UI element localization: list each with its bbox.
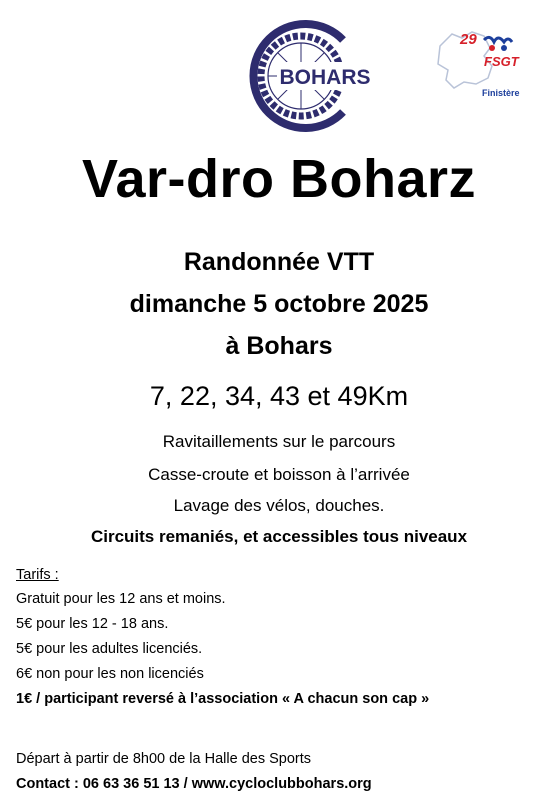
circuits-note: Circuits remaniés, et accessibles tous niveaux xyxy=(90,527,468,546)
tarif-item: Gratuit pour les 12 ans et moins. xyxy=(16,591,226,607)
bohars-club-logo xyxy=(225,18,375,133)
event-type: Randonnée VTT xyxy=(183,248,375,276)
fsgt-region-text: Finistère xyxy=(482,88,520,98)
service-item: Ravitaillements sur le parcours xyxy=(162,432,396,451)
event-title: Var-dro Boharz xyxy=(81,149,477,209)
event-location: à Bohars xyxy=(225,332,333,360)
departure-info: Départ à partir de 8h00 de la Halle des Sports xyxy=(16,751,312,767)
service-item: Casse-croute et boisson à l’arrivée xyxy=(148,465,410,484)
tarif-item: 5€ pour les adultes licenciés. xyxy=(16,641,203,657)
tarifs-heading: Tarifs : xyxy=(16,567,59,583)
distances: 7, 22, 34, 43 et 49Km xyxy=(149,381,409,411)
fsgt-number-text: 29 xyxy=(460,31,477,48)
club-name-text: BOHARS xyxy=(279,66,371,89)
service-item: Lavage des vélos, douches. xyxy=(173,496,385,515)
fsgt-finistere-logo xyxy=(432,26,524,98)
contact-info: Contact : 06 63 36 51 13 / www.cycloclubbohars.org xyxy=(16,776,372,792)
fsgt-letters-text: FSGT xyxy=(484,54,519,69)
donation-note: 1€ / participant reversé à l’association « A chacun son cap » xyxy=(16,691,430,707)
tarif-item: 5€ pour les 12 - 18 ans. xyxy=(16,616,169,632)
tarif-item: 6€ non pour les non licenciés xyxy=(16,666,204,682)
event-date: dimanche 5 octobre 2025 xyxy=(129,290,429,318)
